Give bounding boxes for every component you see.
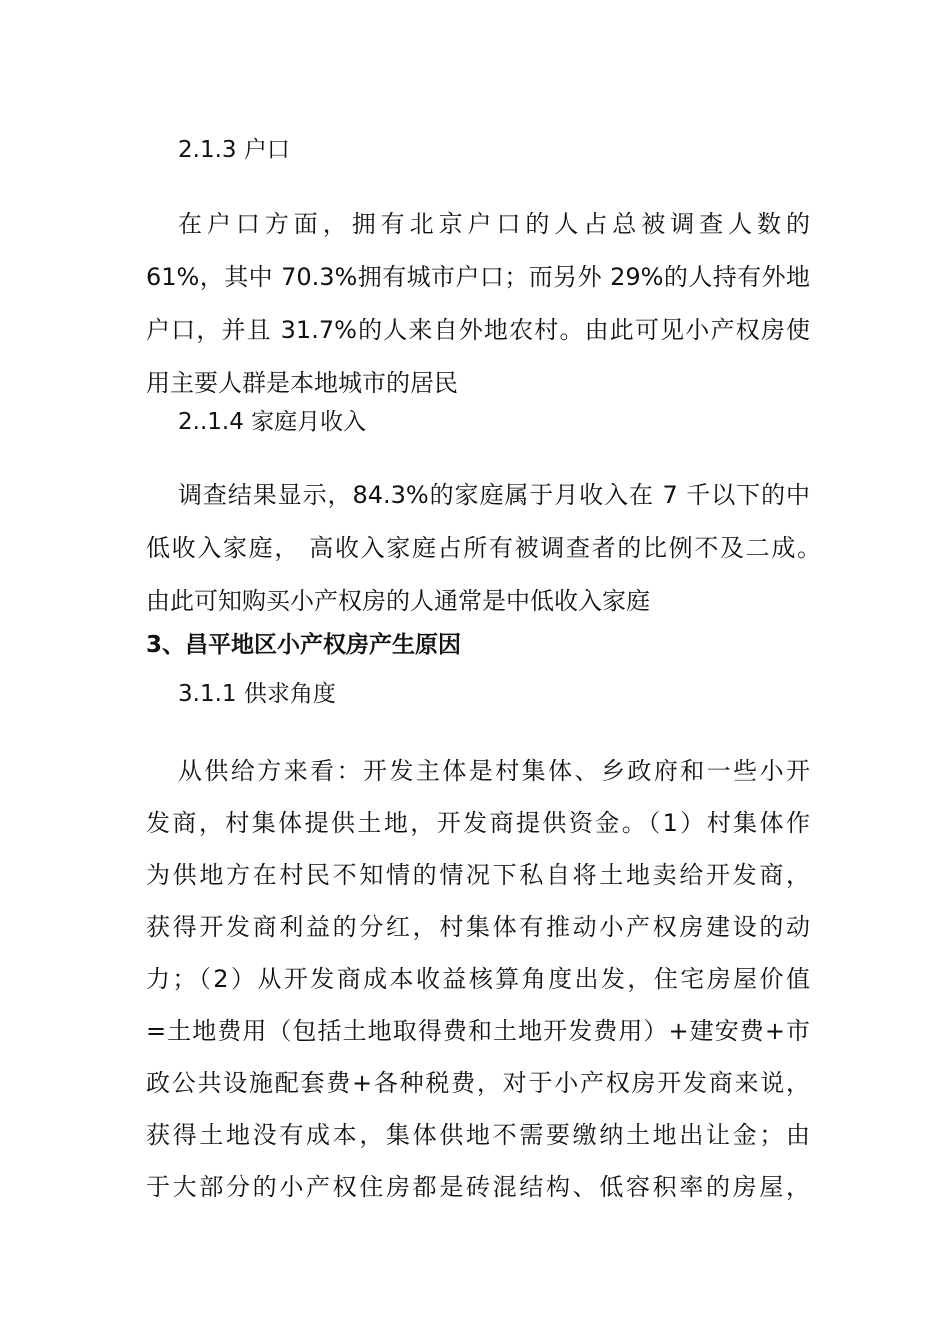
paragraph-line: 获得土地没有成本，集体供地不需要缴纳土地出让金；由 (146, 1121, 810, 1149)
paragraph-income (146, 476, 821, 620)
paragraph-line: 用主要人群是本地城市的居民 (146, 369, 458, 397)
paragraph-line: 为供地方在村民不知情的情况下私自将土地卖给开发商， (146, 861, 810, 889)
paragraph-line: 由此可知购买小产权房的人通常是中低收入家庭 (146, 587, 650, 615)
paragraph-line: 在户口方面，拥有北京户口的人占总被调查人数的 (178, 210, 810, 238)
paragraph-line: 调查结果显示，84.3%的家庭属于月收入在 7 千以下的中 (178, 481, 810, 509)
paragraph-line: 获得开发商利益的分红，村集体有推动小产权房建设的动 (146, 913, 810, 941)
paragraph-hukou (146, 205, 810, 402)
paragraph-line: 61%，其中 70.3%拥有城市户口；而另外 29%的人持有外地 (146, 263, 810, 291)
subsection-heading-supply-demand: 3.1.1 供求角度 (178, 681, 336, 707)
section-heading-income: 2..1.4 家庭月收入 (178, 409, 367, 435)
paragraph-line: 发商，村集体提供土地，开发商提供资金。（1）村集体作 (146, 809, 810, 837)
paragraph-line: =土地费用（包括土地取得费和土地开发费用）+建安费+市 (146, 1017, 810, 1045)
paragraph-line: 于大部分的小产权住房都是砖混结构、低容积率的房屋， (146, 1173, 810, 1201)
chapter-heading: 3、昌平地区小产权房产生原因 (146, 632, 462, 658)
section-heading-hukou: 2.1.3 户口 (178, 137, 290, 163)
paragraph-line: 政公共设施配套费+各种税费，对于小产权房开发商来说， (146, 1069, 810, 1097)
paragraph-line: 户口，并且 31.7%的人来自外地农村。由此可见小产权房使 (146, 316, 810, 344)
paragraph-line: 低收入家庭， 高收入家庭占所有被调查者的比例不及二成。 (146, 534, 821, 562)
paragraph-supply-demand (146, 752, 810, 1206)
paragraph-line: 力；（2）从开发商成本收益核算角度出发，住宅房屋价值 (146, 965, 810, 993)
paragraph-line: 从供给方来看：开发主体是村集体、乡政府和一些小开 (178, 757, 810, 785)
